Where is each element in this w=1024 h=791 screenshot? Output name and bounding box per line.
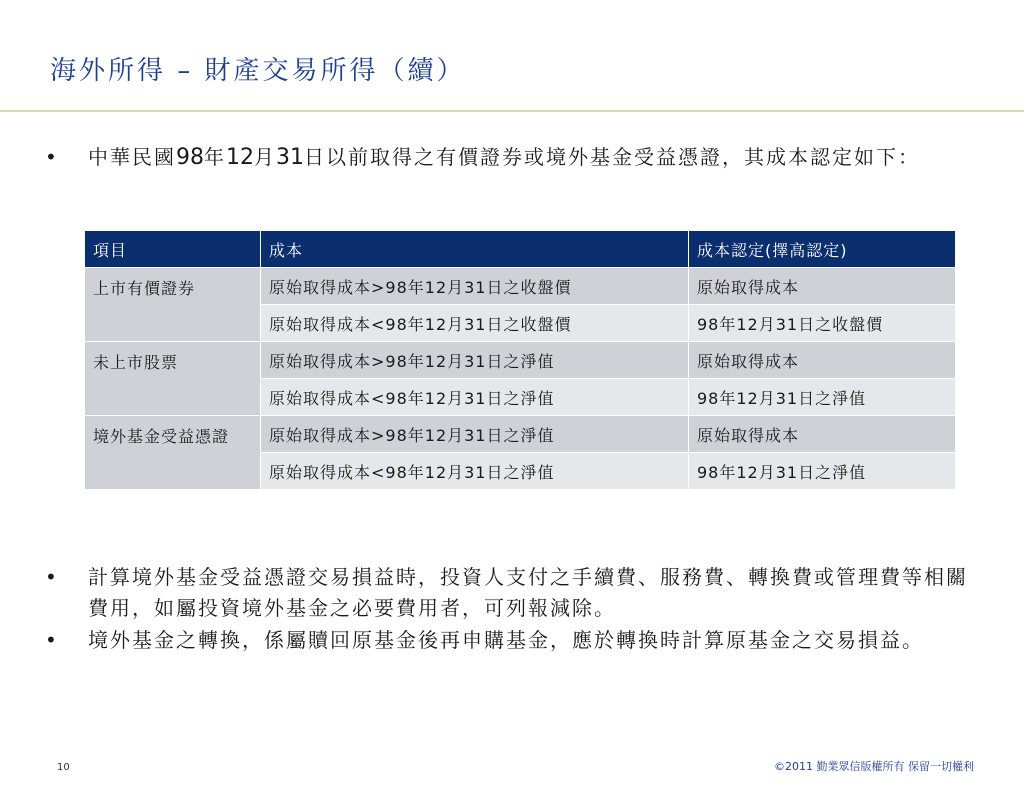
- cost-table: [84, 230, 956, 490]
- bullet-marker: •: [45, 628, 57, 652]
- basis-cell: 98年12月31日之淨值: [689, 379, 956, 416]
- header-cost: 成本: [261, 231, 689, 268]
- table-row: [85, 416, 956, 453]
- item-cell: 上市有價證券: [85, 268, 261, 342]
- slide-title: 海外所得 – 財產交易所得（續）: [50, 56, 466, 86]
- header-item: 項目: [85, 231, 261, 268]
- bullet-2-text: 計算境外基金受益憑證交易損益時，投資人支付之手續費、服務費、轉換費或管理費等相關費用，如屬投資境外基金之必要費用者，可列報減除。: [88, 565, 968, 620]
- bullet-1-text: 中華民國98年12月31日以前取得之有價證券或境外基金受益憑證，其成本認定如下：: [88, 145, 920, 170]
- header-cost-basis: 成本認定(擇高認定): [689, 231, 956, 268]
- cost-cell: 原始取得成本<98年12月31日之收盤價: [261, 305, 689, 342]
- basis-cell: 98年12月31日之淨值: [689, 453, 956, 490]
- basis-cell: 原始取得成本: [689, 342, 956, 379]
- bullet-marker: •: [45, 565, 57, 589]
- title-divider: [0, 110, 1024, 112]
- cost-cell: 原始取得成本<98年12月31日之淨值: [261, 379, 689, 416]
- table-row: [85, 342, 956, 379]
- copyright-notice: ©2011 勤業眾信版權所有 保留一切權利: [774, 760, 974, 773]
- basis-cell: 98年12月31日之收盤價: [689, 305, 956, 342]
- item-cell: 未上市股票: [85, 342, 261, 416]
- cost-cell: 原始取得成本>98年12月31日之收盤價: [261, 268, 689, 305]
- cost-cell: 原始取得成本>98年12月31日之淨值: [261, 416, 689, 453]
- table-header-row: [85, 231, 956, 268]
- cost-cell: 原始取得成本>98年12月31日之淨值: [261, 342, 689, 379]
- page-number: 10: [57, 762, 70, 773]
- item-cell: 境外基金受益憑證: [85, 416, 261, 490]
- table-row: [85, 268, 956, 305]
- bullet-3-text: 境外基金之轉換，係屬贖回原基金後再申購基金，應於轉換時計算原基金之交易損益。: [88, 628, 924, 652]
- basis-cell: 原始取得成本: [689, 268, 956, 305]
- bullet-marker: •: [45, 145, 57, 169]
- basis-cell: 原始取得成本: [689, 416, 956, 453]
- cost-cell: 原始取得成本<98年12月31日之淨值: [261, 453, 689, 490]
